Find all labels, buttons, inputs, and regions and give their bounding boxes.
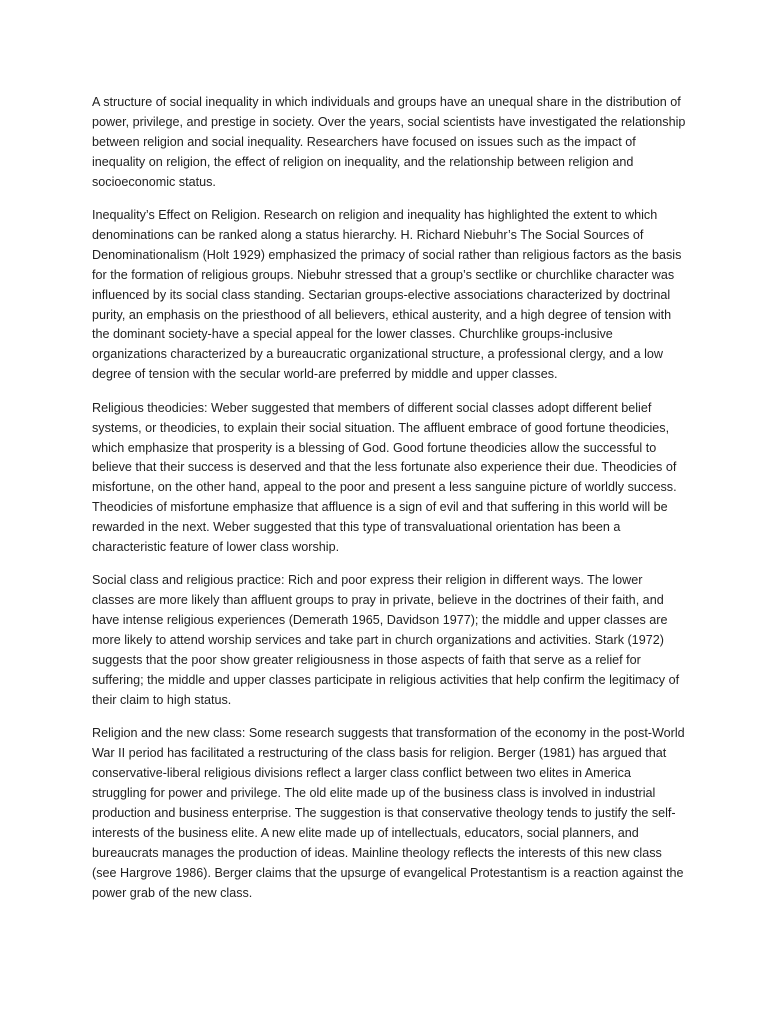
paragraph-religious-theodicies: Religious theodicies: Weber suggested that members of different social classes adopt different belief systems, or theodicies, to explain their social situation. The affluent embrace of good fortune theodicies, which emphasize that prosperity is a blessing of God. Good fortune theodicies allow the successful to believe that their success is deserved and that the less fortunate also experience their due. Theodicies of misfortune, on the other hand, appeal to the poor and present a less sanguine picture of worldly success. Theodicies of misfortune emphasize that affluence is a sign of evil and that suffering in this world will be rewarded in the next. Weber suggested that this type of transvaluational orientation has been a characteristic feature of lower class worship.	[92, 400, 677, 555]
paragraph-religion-new-class: Religion and the new class: Some research suggests that transformation of the economy in the post-World War II period has facilitated a restructuring of the class basis for religion. Berger (1981) has argued that conservative-liberal religious divisions reflect a larger class conflict between two elites in America struggling for power and privilege. The old elite made up of the business class is involved in industrial production and business enterprise. The suggestion is that conservative theology tends to justify the self-interests of the business elite. A new elite made up of intellectuals, educators, social planners, and bureaucrats manages the production of ideas. Mainline theology reflects the interests of this new class (see Hargrove 1986). Berger claims that the upsurge of evangelical Protestantism is a reaction against the power grab of the new class.	[92, 726, 685, 900]
paragraph-social-class-religious-practice: Social class and religious practice: Rich and poor express their religion in different ways. The lower classes are more likely than affluent groups to pray in private, believe in the doctrines of their faith, and have intense religious experiences (Demerath 1965, Davidson 1977); the middle and upper classes are more likely to attend worship services and take part in church organizations and activities. Stark (1972) suggests that the poor show greater religiousness in those aspects of faith that serve as a relief for suffering; the middle and upper classes participate in religious activities that help confirm the legitimacy of their claim to high status.	[92, 573, 680, 707]
paragraph-inequality-effect-on-religion: Inequality’s Effect on Religion. Research on religion and inequality has highlighted the extent to which denominations can be ranked along a status hierarchy. H. Richard Niebuhr’s The Social Sources of Denominationalism (Holt 1929) emphasized the primacy of social rather than religious factors as the basis for the formation of religious groups. Niebuhr stressed that a group’s sectlike or churchlike character was influenced by its social class standing. Sectarian groups-elective associations characterized by doctrinal purity, an emphasis on the priesthood of all believers, ethical austerity, and a high degree of tension with the dominant society-have a special appeal for the lower classes. Churchlike groups-inclusive organizations characterized by a bureaucratic organizational structure, a professional clergy, and a low degree of tension with the secular world-are preferred by middle and upper classes.	[92, 208, 682, 382]
document-page	[92, 93, 686, 917]
paragraph-social-inequality-definition: A structure of social inequality in which individuals and groups have an unequal share in the distribution of power, privilege, and prestige in society. Over the years, social scientists have investigated the relationship between religion and social inequality. Researchers have focused on issues such as the impact of inequality on religion, the effect of religion on inequality, and the relationship between religion and socioeconomic status.	[92, 95, 686, 189]
